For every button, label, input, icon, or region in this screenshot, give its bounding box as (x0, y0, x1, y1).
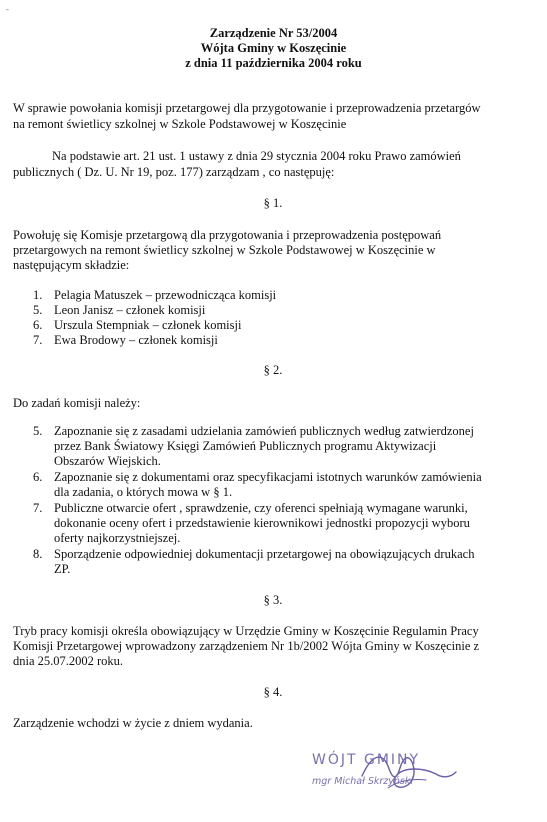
subject-line-2: na remont świetlicy szkolnej w Szkole Podstawowej w Koszęcinie (13, 117, 347, 131)
effective-clause: Zarządzenie wchodzi w życie z dniem wydania. (13, 716, 253, 730)
ordinance-date: z dnia 11 października 2004 roku (185, 56, 362, 70)
para1-line-3: następującym składzie: (13, 258, 130, 272)
task-number: 6. (33, 470, 43, 484)
para3-line-3: dnia 25.07.2002 roku. (13, 654, 124, 668)
stamp-name: mgr Michał Skrzyński (312, 776, 414, 787)
section-4-heading: § 4. (263, 685, 283, 699)
ordinance-issuer: Wójta Gminy w Koszęcinie (200, 41, 347, 55)
task-number: 7. (33, 501, 43, 515)
member-number: 1. (33, 288, 43, 302)
tasks-intro: Do zadań komisji należy: (13, 396, 141, 410)
task-line: Sporządzenie odpowiedniej dokumentacji przetargowej na obowiązujących drukach (54, 547, 475, 561)
task-line: przez Bank Światowy Księgi Zamówień Publicznych programu Aktywizacji (54, 439, 437, 453)
official-stamp (300, 748, 540, 808)
task-line: ZP. (54, 562, 71, 576)
task-line: Publiczne otwarcie ofert , sprawdzenie, czy oferenci spełniają wymagane warunki, (54, 501, 468, 515)
member-item: Ewa Brodowy – członek komisji (54, 333, 218, 347)
subject-line-1: W sprawie powołania komisji przetargowej dla przygotowanie i przeprowadzenia przetargów (13, 101, 481, 115)
member-number: 6. (33, 318, 43, 332)
para3-line-2: Komisji Przetargowej wprowadzony zarządzeniem Nr 1b/2002 Wójta Gminy w Koszęcinie z (13, 639, 480, 653)
para3-line-1: Tryb pracy komisji określa obowiązujący w Urzędzie Gminy w Koszęcinie Regulamin Pracy (13, 624, 479, 638)
task-line: dla zadania, o których mowa w § 1. (54, 485, 233, 499)
basis-line-2: publicznych ( Dz. U. Nr 19, poz. 177) zarządzam , co następuję: (13, 165, 335, 179)
corner-mark: - (6, 4, 9, 14)
signature-graphic (300, 748, 540, 808)
ordinance-title: Zarządzenie Nr 53/2004 (209, 26, 338, 40)
task-line: dokonanie oceny ofert i przedstawienie kierownikowi jednostki propozycji wyboru (54, 516, 470, 530)
task-line: oferty najkorzystniejszej. (54, 531, 181, 545)
task-number: 8. (33, 547, 43, 561)
basis-line-1: Na podstawie art. 21 ust. 1 ustawy z dnia 29 stycznia 2004 roku Prawo zamówień (52, 149, 461, 163)
para1-line-2: przetargowych na remont świetlicy szkolnej w Szkole Podstawowej w Koszęcinie w (13, 243, 436, 257)
task-number: 5. (33, 424, 43, 438)
task-line: Obszarów Wiejskich. (54, 454, 161, 468)
section-3-heading: § 3. (263, 593, 283, 607)
member-item: Urszula Stempniak – członek komisji (54, 318, 242, 332)
stamp-title: WÓJT GMINY (312, 752, 421, 768)
member-number: 5. (33, 303, 43, 317)
member-item: Leon Janisz – członek komisji (54, 303, 206, 317)
section-1-heading: § 1. (263, 196, 283, 210)
section-2-heading: § 2. (263, 363, 283, 377)
member-item: Pelagia Matuszek – przewodnicząca komisji (54, 288, 277, 302)
member-number: 7. (33, 333, 43, 347)
para1-line-1: Powołuję się Komisje przetargową dla przygotowania i przeprowadzenia postępowań (13, 228, 442, 242)
task-line: Zapoznanie się z dokumentami oraz specyfikacjami istotnych warunków zamówienia (54, 470, 482, 484)
task-line: Zapoznanie się z zasadami udzielania zamówień publicznych według zatwierdzonej (54, 424, 474, 438)
